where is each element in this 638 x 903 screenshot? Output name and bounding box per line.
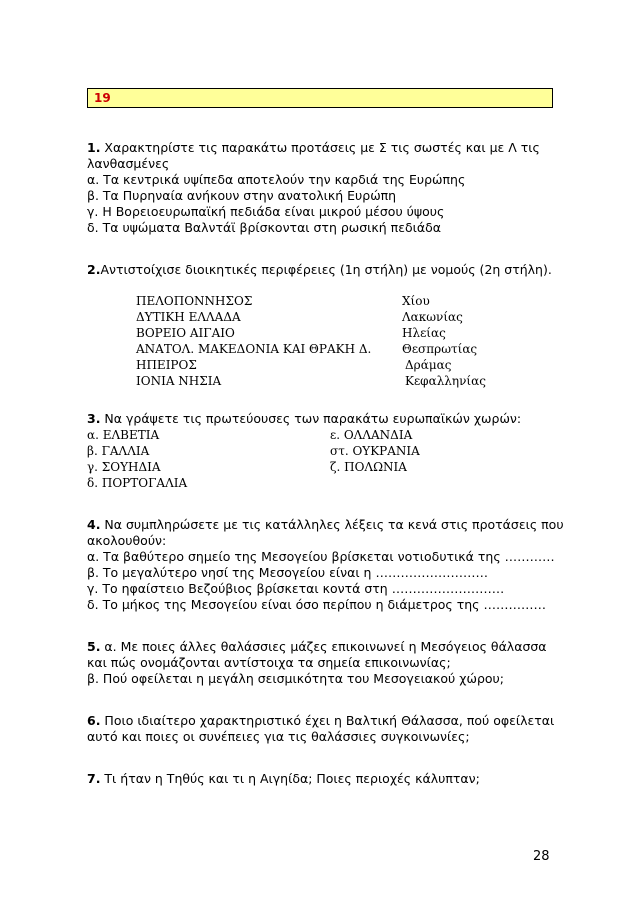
question-number: 3. bbox=[87, 411, 101, 426]
question-text: Να γράψετε τις πρωτεύουσες των παρακάτω ευρωπαϊκών χωρών: bbox=[100, 411, 522, 426]
question-text: Τι ήταν η Τηθύς και τι η Αιγηίδα; Ποιες περιοχές κάλυπταν; bbox=[100, 771, 480, 786]
region-item: ΔΥΤΙΚΗ ΕΛΛΑΔΑ bbox=[136, 310, 241, 324]
country-item: β. ΓΑΛΛΙΑ bbox=[87, 444, 150, 458]
q4-item: α. Τα βαθύτερο σημείο της Μεσογείου βρίσκεται νοτιοδυτικά της ………… bbox=[87, 549, 555, 564]
country-item: ζ. ΠΟΛΩΝΙΑ bbox=[330, 460, 407, 474]
q1-item: γ. Η Βορειοευρωπαϊκή πεδιάδα είναι μικρού μέσου ύψους bbox=[87, 204, 445, 219]
q1-item: α. Τα κεντρικά υψίπεδα αποτελούν την καρδιά της Ευρώπης bbox=[87, 172, 466, 187]
question-2 bbox=[87, 262, 552, 278]
question-number: 4. bbox=[87, 517, 101, 532]
q4-item: β. Το μεγαλύτερο νησί της Μεσογείου είναι η ……………………… bbox=[87, 565, 488, 580]
prefecture-item: Κεφαλληνίας bbox=[405, 374, 486, 388]
question-text: α. Με ποιες άλλες θαλάσσιες μάζες επικοινωνεί η Μεσόγειος θάλασσα bbox=[100, 639, 547, 654]
q4-item: δ. Το μήκος της Μεσογείου είναι όσο περίπου η διάμετρος της …………… bbox=[87, 597, 546, 612]
country-item: δ. ΠΟΡΤΟΓΑΛΙΑ bbox=[87, 476, 188, 490]
question-text: Να συμπληρώσετε με τις κατάλληλες λέξεις τα κενά στις προτάσεις που bbox=[100, 517, 564, 532]
question-1-continued: λανθασμένες bbox=[87, 156, 170, 171]
section-header-bar bbox=[87, 88, 553, 108]
question-text: Ποιο ιδιαίτερο χαρακτηριστικό έχει η Βαλτική Θάλασσα, πού οφείλεται bbox=[100, 713, 555, 728]
region-item: ΗΠΕΙΡΟΣ bbox=[136, 358, 197, 372]
question-3 bbox=[87, 411, 521, 427]
region-item: ΠΕΛΟΠΟΝΝΗΣΟΣ bbox=[136, 294, 253, 308]
country-item: γ. ΣΟΥΗΔΙΑ bbox=[87, 460, 161, 474]
question-number: 7. bbox=[87, 771, 101, 786]
q5-line: και πώς ονομάζονται αντίστοιχα τα σημεία επικοινωνίας; bbox=[87, 655, 451, 670]
page-number: 28 bbox=[533, 849, 550, 864]
q5-line: β. Πού οφείλεται η μεγάλη σεισμικότητα του Μεσογειακού χώρου; bbox=[87, 671, 504, 686]
q6-line: αυτό και ποιες οι συνέπειες για τις θαλάσσιες συγκοινωνίες; bbox=[87, 729, 470, 744]
prefecture-item: Χίου bbox=[402, 294, 430, 308]
prefecture-item: Δράμας bbox=[405, 358, 452, 372]
region-item: ΒΟΡΕΙΟ ΑΙΓΑΙΟ bbox=[136, 326, 235, 340]
q4-item: γ. Το ηφαίστειο Βεζούβιος βρίσκεται κοντά στη ……………………… bbox=[87, 581, 505, 596]
country-item: στ. ΟΥΚΡΑΝΙΑ bbox=[330, 444, 420, 458]
question-7 bbox=[87, 771, 480, 787]
prefecture-item: Λακωνίας bbox=[402, 310, 463, 324]
question-4 bbox=[87, 517, 564, 533]
q1-item: δ. Τα υψώματα Βαλντάϊ βρίσκονται στη ρωσική πεδιάδα bbox=[87, 220, 441, 235]
prefecture-item: Θεσπρωτίας bbox=[402, 342, 478, 356]
question-1 bbox=[87, 140, 540, 156]
country-item: ε. ΟΛΛΑΝΔΙΑ bbox=[330, 428, 413, 442]
question-number: 1. bbox=[87, 140, 101, 155]
region-item: ΑΝΑΤΟΛ. ΜΑΚΕΔΟΝΙΑ ΚΑΙ ΘΡΑΚΗ Δ. bbox=[136, 342, 372, 356]
question-6 bbox=[87, 713, 554, 729]
question-number: 2. bbox=[87, 262, 101, 277]
question-text: Χαρακτηρίστε τις παρακάτω προτάσεις με Σ τις σωστές και με Λ τις bbox=[100, 140, 540, 155]
question-5 bbox=[87, 639, 547, 655]
q1-item: β. Τα Πυρηναία ανήκουν στην ανατολική Ευρώπη bbox=[87, 188, 397, 203]
question-number: 5. bbox=[87, 639, 101, 654]
question-4-continued: ακολουθούν: bbox=[87, 533, 167, 548]
region-item: ΙΟΝΙΑ ΝΗΣΙΑ bbox=[136, 374, 222, 388]
country-item: α. ΕΛΒΕΤΙΑ bbox=[87, 428, 160, 442]
question-text: Αντιστοίχισε διοικητικές περιφέρειες (1η στήλη) με νομούς (2η στήλη). bbox=[100, 262, 552, 277]
question-number: 6. bbox=[87, 713, 101, 728]
section-number: 19 bbox=[94, 91, 111, 105]
prefecture-item: Ηλείας bbox=[402, 326, 446, 340]
